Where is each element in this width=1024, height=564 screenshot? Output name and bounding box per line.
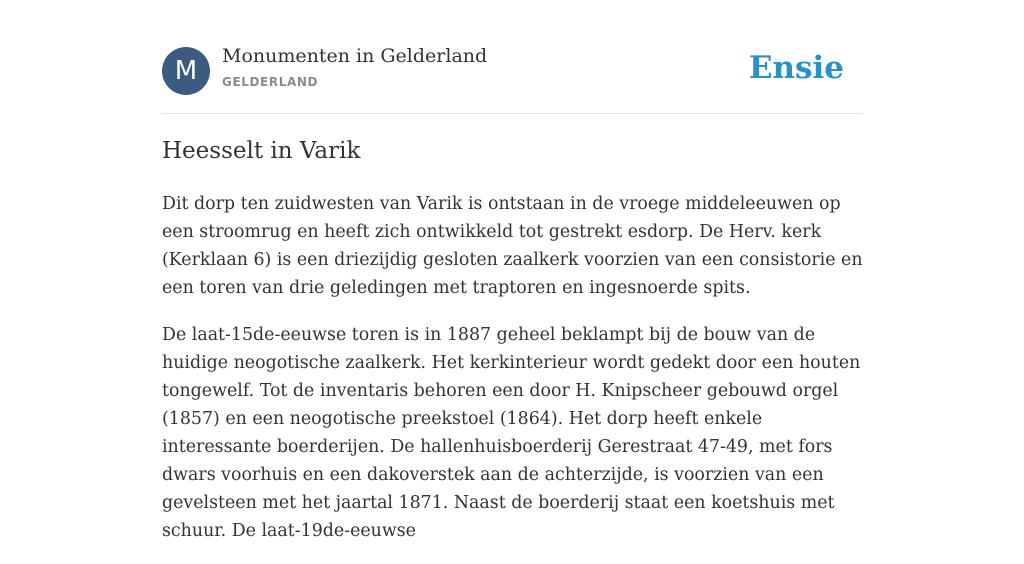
page-title: Heesselt in Varik xyxy=(162,138,361,164)
article-paragraph: De laat-15de-eeuwse toren is in 1887 geheel beklampt bij de bouw van de huidige neogotische zaalkerk. Het kerkinterieur wordt gedekt door een houten tongewelf. Tot de inventaris behoren een door H. Knipscheer gebouwd orgel (1857) en een neogotische preekstoel (1864). Het dorp heeft enkele interessante boerderijen. De hallenhuisboerderij Gerestraat 47-49, met fors dwars voorhuis en een dakoverstek aan de achterzijde, is voorzien van een gevelsteen met het jaartal 1871. Naast de boerderij staat een koetshuis met schuur. De laat-19de-eeuwse xyxy=(162,325,861,541)
article-page xyxy=(162,0,863,541)
article-body xyxy=(162,190,868,564)
article-paragraph: Dit dorp ten zuidwesten van Varik is ontstaan in de vroege middeleeuwen op een stroomrug en heeft zich ontwikkeld tot gestrekt esdorp. De Herv. kerk (Kerklaan 6) is een driezijdig gesloten zaalkerk voorzien van een consistorie en een toren van drie geledingen met traptoren en ingesnoerde spits. xyxy=(162,194,863,298)
avatar[interactable]: M xyxy=(162,47,210,95)
brand-logo[interactable]: Ensie xyxy=(748,50,844,86)
source-title[interactable]: Monumenten in Gelderland xyxy=(222,45,488,67)
source-subtitle: GELDERLAND xyxy=(222,75,319,89)
source-header xyxy=(162,0,862,114)
